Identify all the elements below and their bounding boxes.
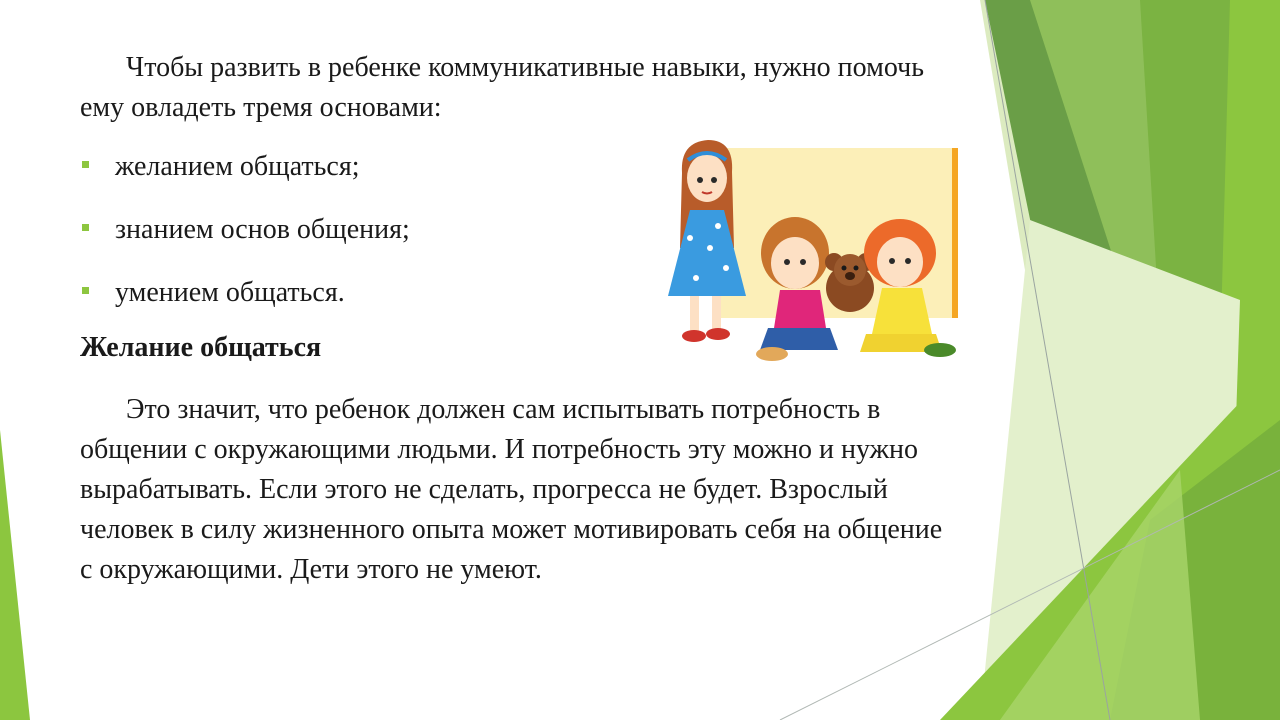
body-paragraph [80,390,960,590]
children-playing-illustration [660,128,958,366]
list-item-label: знанием основ общения; [115,214,410,245]
square-bullet-icon [82,161,89,168]
body-text: Это значит, что ребенок должен сам испытывать потребность в общении с окружающими людьми. И потребность эту можно и нужно вырабатывать. Если этого не сделать, прогресса не будет. Взрослый человек в силу жизненного опыта может мотивировать себя на общение с окружающими. Дети этого не умеют. [80,394,943,585]
bg-shape-left-edge [0,430,30,720]
skills-bullet-list [80,145,410,334]
intro-text: Чтобы развить в ребенке коммуникативные навыки, нужно помочь ему овладеть тремя основами: [80,52,924,123]
square-bullet-icon [82,287,89,294]
list-item-label: умением общаться. [115,277,345,308]
square-bullet-icon [82,224,89,231]
list-item [80,271,410,334]
list-item-label: желанием общаться; [115,151,360,182]
list-item [80,208,410,271]
list-item [80,145,410,208]
section-heading: Желание общаться [80,332,322,363]
intro-paragraph [80,48,960,128]
illustration-orange-strip [952,148,958,318]
